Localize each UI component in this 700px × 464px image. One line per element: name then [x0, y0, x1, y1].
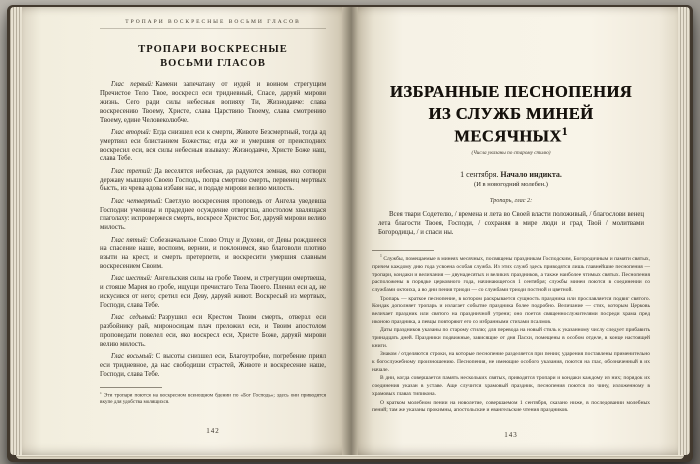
section-date: 1 сентября.: [460, 169, 499, 179]
page-edges-right: [678, 7, 690, 455]
page-number-right: 143: [504, 431, 518, 439]
troparion-lead: Глас первый:: [111, 81, 154, 89]
troparion-lead: Глас пятый:: [111, 236, 148, 244]
book-spine: [342, 7, 358, 455]
troparion-glas-6: [100, 275, 326, 310]
troparion-glas-8: [100, 353, 326, 379]
section-note: (И в новогодний молебен.): [474, 180, 548, 188]
footnote-text: Службы, помещаемые в минеях месячных, посвящены праздникам Господским, Богородичным и памяти святых, причем каждому дню года усвоена особая служба. Из этих служб здесь приводятся лишь главнейшие песнопения — тропари, кондаки и величания — двунадесятых и великих праздников, а также наиболее чтимых святых. Песнопения расположены в порядке церковного года, начинающегося 1 сентября; службы минеи поются в соединении со службами октоиха, а во дни пения триоди — со службами триоди постной и цветной.: [372, 256, 651, 293]
page-spread: [10, 7, 690, 455]
troparion-lead: Глас четвертый:: [111, 197, 163, 205]
troparion-glas-3: [100, 168, 326, 194]
troparion-text: Разрушил еси Крестом Твоим смерть, отверзл еси разбойнику рай, мироносицам плач преложил еси, и Твоим апостолом проповедати повелел еси, яко воскресл еси, Христе Боже, даруяй мирови велию милость.: [100, 314, 326, 348]
right-footnote-block: [372, 254, 650, 415]
footnote-text: Эти тропари поются на воскресном всенощном бдении по «Бог Господь»; здесь они приводятся вкупе для удобства молящихся.: [100, 392, 327, 406]
running-head: ТРОПАРИ ВОСКРЕСНЫЕ ВОСЬМИ ГЛАСОВ: [100, 19, 326, 29]
troparion-lead: Глас шестый:: [111, 275, 153, 283]
troparion-glas-5: [100, 237, 326, 272]
hymn-text: Всея твари Содетелю, / времена и лета во Своей власти положивый, / благослови венец лета благости Твоея, Господи, / сохраняя в мире люди и град Твой / молитвами Богородицы, / и спаси ны.: [378, 210, 644, 237]
troparion-glas-4: [100, 198, 326, 233]
main-title-line-2: ИЗ СЛУЖБ МИНЕЙ: [428, 103, 594, 123]
right-page: [358, 7, 678, 455]
troparion-text: Собезначальное Слово Отцу и Духови, от Девы рождшееся на спасение наше, воспоим, вернии, и поклонимся, яко благоволи плотию взыти на крест, и смерть претерпети, и воскресити умершия славным воскресением Своим.: [100, 236, 326, 271]
title-subtitle: (Числа указаны по старому стилю): [471, 149, 551, 156]
troparion-text: С высоты снизшел еси, Благоутробне, погребение приял еси тридневное, да нас свободиши страстей, Животе и воскресение наше, Господи, слава Тебе.: [100, 353, 326, 378]
footnote-marker: 1: [100, 390, 102, 395]
page-number-left: 142: [206, 427, 220, 435]
main-title-line-3: [376, 125, 646, 147]
title-footnote-marker: 1: [561, 125, 568, 138]
troparion-text: Светлую воскресения проповедь от Ангела уведевша Господни ученицы и прадеднее осуждение отвергша, апостолом хвалящася глаголаху: испровержеся смерть, воскресе Христос Бог, даруяй мирови велию милость.: [100, 197, 326, 232]
left-title-line-1: ТРОПАРИ ВОСКРЕСНЫЕ: [138, 44, 288, 55]
footnote-paragraph: Даты праздников указаны по старому стилю; для перевода на новый стиль к указанному числу следует прибавить тринадцать дней. Праздники подвижные, зависящие от дня Пасхи, помещены в особом отделе, в конце настоящей книги.: [372, 327, 650, 349]
troparion-lead: Глас восьмый:: [111, 353, 154, 361]
troparion-text: Камени запечатану от иудей и воином стрегущим Пречистое Тело Твое, воскресл еси тридневный, Спасе, даруяй мирови жизнь. Сего ради силы небесныя вопияху Ти, Жизнодавче: слава воскресению Твоему, Христе, слава Царствию Твоему, слава смотрению Твоему, едине Человеколюбче.: [100, 81, 326, 124]
troparion-lead: Глас третий:: [111, 167, 153, 175]
right-page-title: [376, 81, 646, 147]
troparion-glas-2: [100, 129, 326, 164]
troparion-lead: Глас вторый:: [111, 128, 151, 136]
hymn-label: Тропарь, глас 2:: [489, 196, 533, 204]
footnote-marker: 1: [380, 254, 382, 259]
open-book: [10, 7, 690, 455]
footnote-rule: [372, 250, 434, 251]
troparion-glas-7: [100, 314, 326, 349]
footnote-paragraph: Знаком / отделяются строки, на которые песнопение разделяется при пении; ударения поставлены применительно к богослужебному произношению. Песнопения, не имеющие особого указания, поются на глас, обозначенный в их начале.: [372, 351, 650, 373]
page-edges-left: [10, 7, 22, 455]
troparion-text: Ангельския силы на гробе Твоем, и стрегущии омертвеша, и стояше Мария во гробе, ищущи пречистаго Тела Твоего. Пленил еси ад, не искусився от него; сретил еси Деву, даруяй живот. Воскресый из мертвых, Господи, слава Тебе.: [100, 275, 326, 309]
troparion-text: Егда снизшел еси к смерти, Животе Безсмертный, тогда ад умертвил еси блистанием Божества; егда же и умершия от преисподних воскресил еси, вся силы небесныя взываху: Жизнодавче, Христе Боже наш, слава Тебе.: [100, 128, 327, 163]
troparion-text: Да веселятся небесная, да радуются земная, яко сотвори державу мышцею Своею Господь, попра смертию смерть, первенец мертвых бысть, из чрева адова избави нас, и подаде мирови велию милость.: [100, 167, 326, 193]
troparion-lead: Глас седьмый:: [111, 314, 157, 322]
footnote-rule: [100, 387, 162, 388]
left-title-line-2: ВОСЬМИ ГЛАСОВ: [160, 58, 266, 70]
footnote-paragraph: В дни, когда совершается память нескольких святых, приводятся тропари и кондаки каждому из них; порядок их соединения указан в уставе. Аще случится храмовый праздник, песнопения поются по чину, изложенному в храмовых главах типикона.: [372, 375, 650, 397]
footnote-paragraph: [372, 254, 650, 294]
footnote-paragraph: Тропарь — краткое песнопение, в котором раскрывается сущность праздника или прославляется подвиг святого. Кондак дополняет тропарь и излагает событие праздника более подробно. Величание — стих, которым Церковь величает праздник или святого на праздничной утрени; оно поется священнослужителями посреди храма пред иконою праздника, а певцы повторяют его со избранными стихами псалмов.: [372, 295, 650, 325]
left-page: [22, 7, 342, 455]
main-title-line-1: ИЗБРАННЫЕ ПЕСНОПЕНИЯ: [389, 82, 633, 101]
troparion-glas-1: [100, 81, 326, 125]
left-footnote: [100, 391, 326, 406]
left-page-title: [100, 43, 326, 71]
footnote-paragraph: О кратком молебном пении на новолетие, совершаемом 1 сентября, сказано ниже, в последовании молебных пений; там же указаны прокимны, апостольские и евангельские чтения праздников.: [372, 399, 650, 414]
section-heading: [372, 170, 650, 179]
section-title: Начало индикта.: [500, 169, 562, 179]
main-title-word: МЕСЯЧНЫХ: [454, 126, 562, 146]
